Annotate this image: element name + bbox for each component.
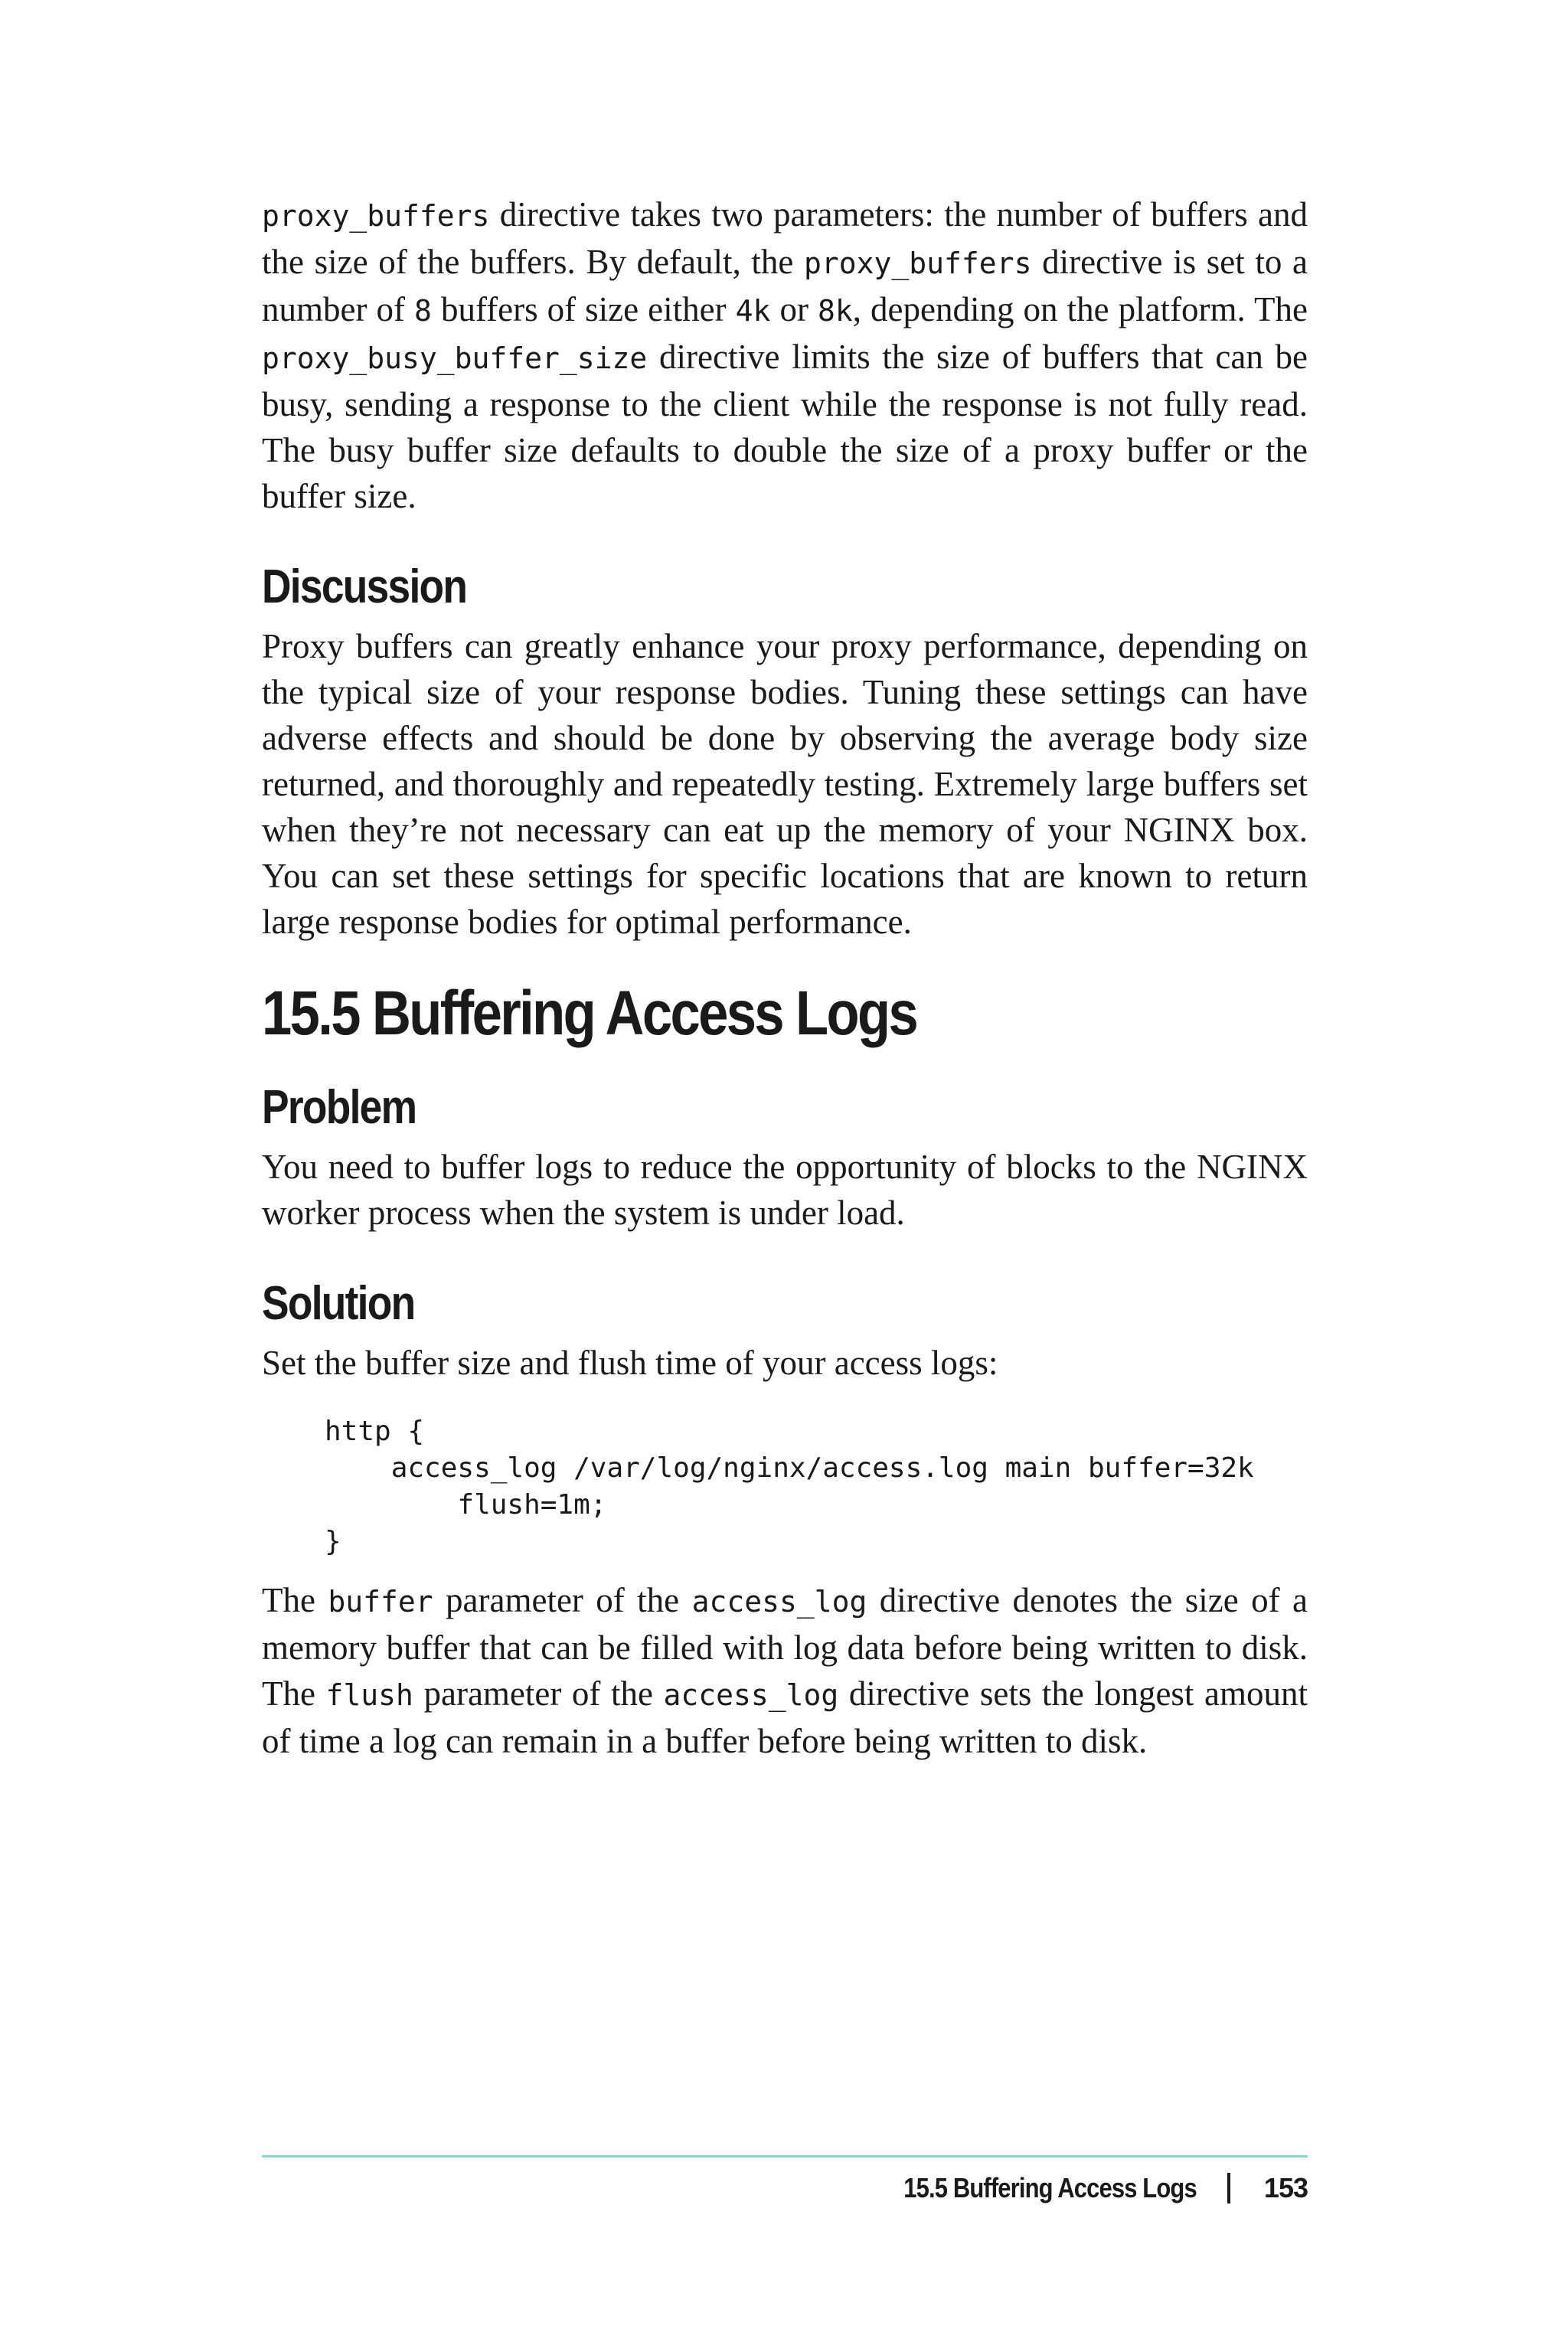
page-content bbox=[262, 191, 1308, 1764]
text-run: directive limits the size of buffers that can be busy, sending a response to the client while the response is not fully read. The busy buffer size defaults to double the size of a proxy buffer or the buffer size. bbox=[262, 338, 1308, 515]
page-footer bbox=[856, 2167, 1308, 2210]
paragraph-proxy-buffers bbox=[262, 191, 1308, 519]
footer-rule bbox=[262, 2155, 1308, 2158]
text-run: The bbox=[262, 1581, 328, 1619]
inline-code: buffer bbox=[328, 1585, 433, 1619]
text-run: , depending on the platform. The bbox=[852, 290, 1308, 328]
page-number: 153 bbox=[1263, 2172, 1308, 2203]
text-run: directive is set to a number of bbox=[262, 243, 1308, 328]
text-run: parameter of the bbox=[433, 1581, 692, 1619]
text-run: directive takes two parameters: the number of buffers and the size of the buffers. By default, the bbox=[262, 195, 1308, 281]
text-run: buffers of size either bbox=[431, 290, 736, 328]
inline-code: proxy_buffers bbox=[804, 247, 1032, 280]
text-run: or bbox=[770, 290, 818, 328]
inline-code: access_log bbox=[663, 1678, 839, 1712]
solution-paragraph bbox=[262, 1577, 1308, 1764]
inline-code: proxy_buffers bbox=[262, 199, 490, 233]
inline-code: access_log bbox=[691, 1585, 867, 1619]
footer-running-title: 15.5 Buffering Access Logs bbox=[903, 2172, 1197, 2203]
footer-separator bbox=[1227, 2173, 1230, 2203]
inline-code: 4k bbox=[735, 294, 771, 328]
text-run: directive denotes the size of a memory buffer that can be filled with log data before being written to disk. The bbox=[262, 1581, 1308, 1713]
inline-code: 8k bbox=[817, 294, 853, 328]
problem-heading: Problem bbox=[262, 1081, 416, 1134]
discussion-paragraph: Proxy buffers can greatly enhance your proxy performance, depending on the typical size of your response bodies. Tuning these settings can have adverse effects and should be done by observing the average body size returned, and thoroughly and repeatedly testing. Extremely large buffers set when they’re not necessary can eat up the memory of your NGINX box. You can set these settings for specific locations that are known to return large response bodies for optimal performance. bbox=[262, 627, 1308, 941]
problem-paragraph: You need to buffer logs to reduce the opportunity of blocks to the NGINX worker process when the system is under load. bbox=[262, 1148, 1308, 1232]
section-heading: 15.5 Buffering Access Logs bbox=[262, 978, 917, 1048]
inline-code: 8 bbox=[414, 294, 432, 328]
text-run: parameter of the bbox=[413, 1674, 664, 1713]
inline-code: proxy_busy_buffer_size bbox=[262, 341, 648, 375]
solution-intro: Set the buffer size and flush time of your access logs: bbox=[262, 1344, 998, 1382]
solution-heading: Solution bbox=[262, 1277, 415, 1330]
discussion-heading: Discussion bbox=[262, 560, 467, 613]
inline-code: flush bbox=[325, 1678, 413, 1712]
code-block: http { access_log /var/log/nginx/access.log main buffer=32k flush=1m; } bbox=[325, 1416, 1254, 1557]
text-run: directive sets the longest amount of time a log can remain in a buffer before being written to disk. bbox=[262, 1674, 1308, 1760]
